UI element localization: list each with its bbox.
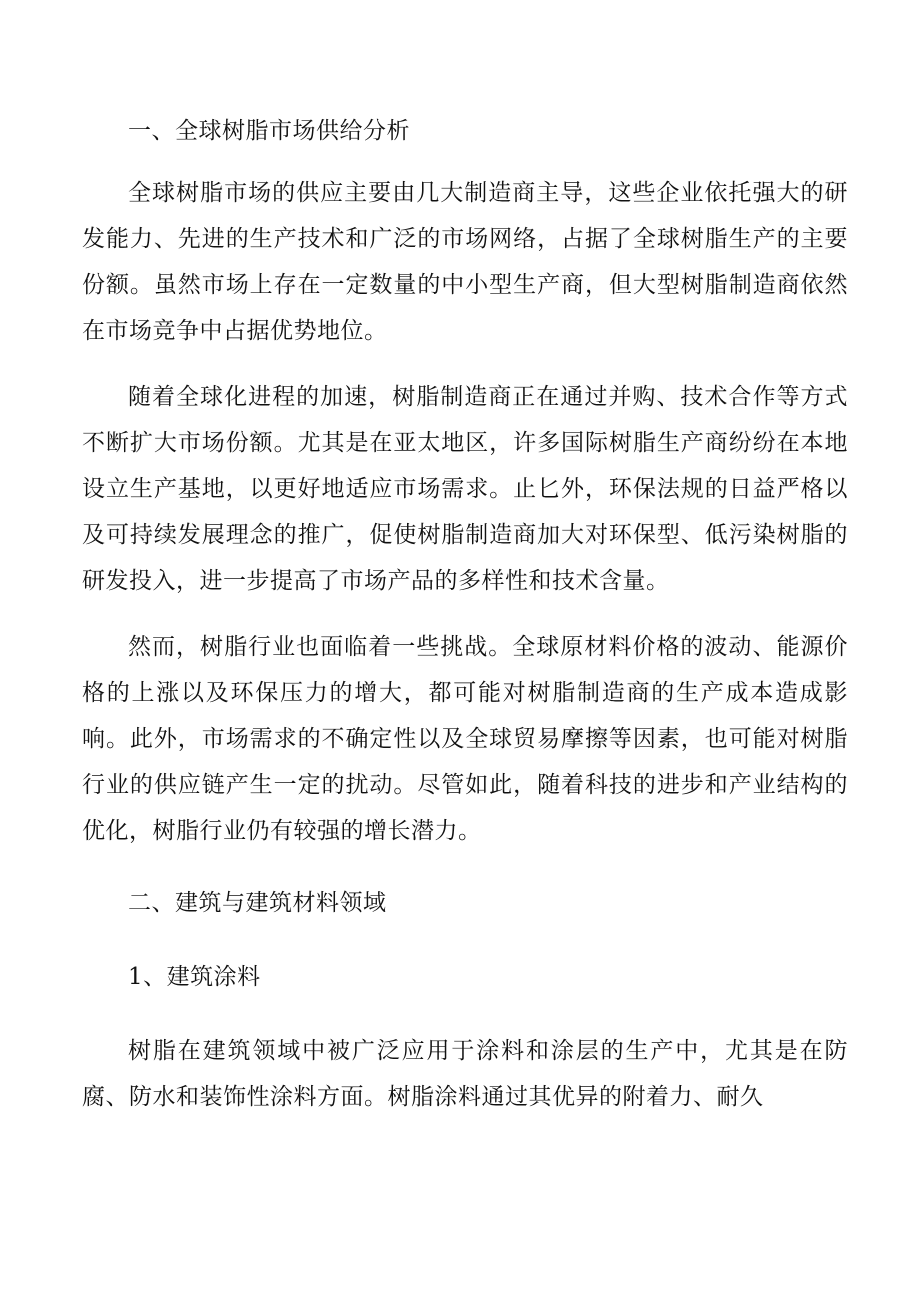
- section-heading-construction: 二、建筑与建筑材料领域: [128, 890, 387, 916]
- paragraph-globalization: 随着全球化进程的加速，树脂制造商正在通过并购、技术合作等方式不断扩大市场份额。尤其是在亚太地区，许多国际树脂生产商纷纷在本地设立生产基地，以更好地适应市场需求。止匕外，环保法规的日益严格以及可持续发展理念的推广，促使树脂制造商加大对环保型、低污染树脂的研发投入，进一步提高了市场产品的多样性和技术含量。: [82, 384, 848, 594]
- section-heading-supply-analysis: 一、全球树脂市场供给分析: [128, 118, 410, 144]
- document-body: [82, 108, 848, 1120]
- paragraph-coatings: 树脂在建筑领域中被广泛应用于涂料和涂层的生产中，尤其是在防腐、防水和装饰性涂料方面。树脂涂料通过其优异的附着力、耐久: [82, 1038, 848, 1110]
- subsection-heading-coatings: 1、建筑涂料: [128, 964, 261, 990]
- paragraph-market-supply: 全球树脂市场的供应主要由几大制造商主导，这些企业依托强大的研发能力、先进的生产技术和广泛的市场网络，占据了全球树脂生产的主要份额。虽然市场上存在一定数量的中小型生产商，但大型树脂制造商依然在市场竞争中占据优势地位。: [82, 180, 848, 344]
- paragraph-challenges: 然而，树脂行业也面临着一些挑战。全球原材料价格的波动、能源价格的上涨以及环保压力的增大，都可能对树脂制造商的生产成本造成影响。此外，市场需求的不确定性以及全球贸易摩擦等因素，也可能对树脂行业的供应链产生一定的扰动。尽管如此，随着科技的进步和产业结构的优化，树脂行业仍有较强的增长潜力。: [82, 634, 848, 844]
